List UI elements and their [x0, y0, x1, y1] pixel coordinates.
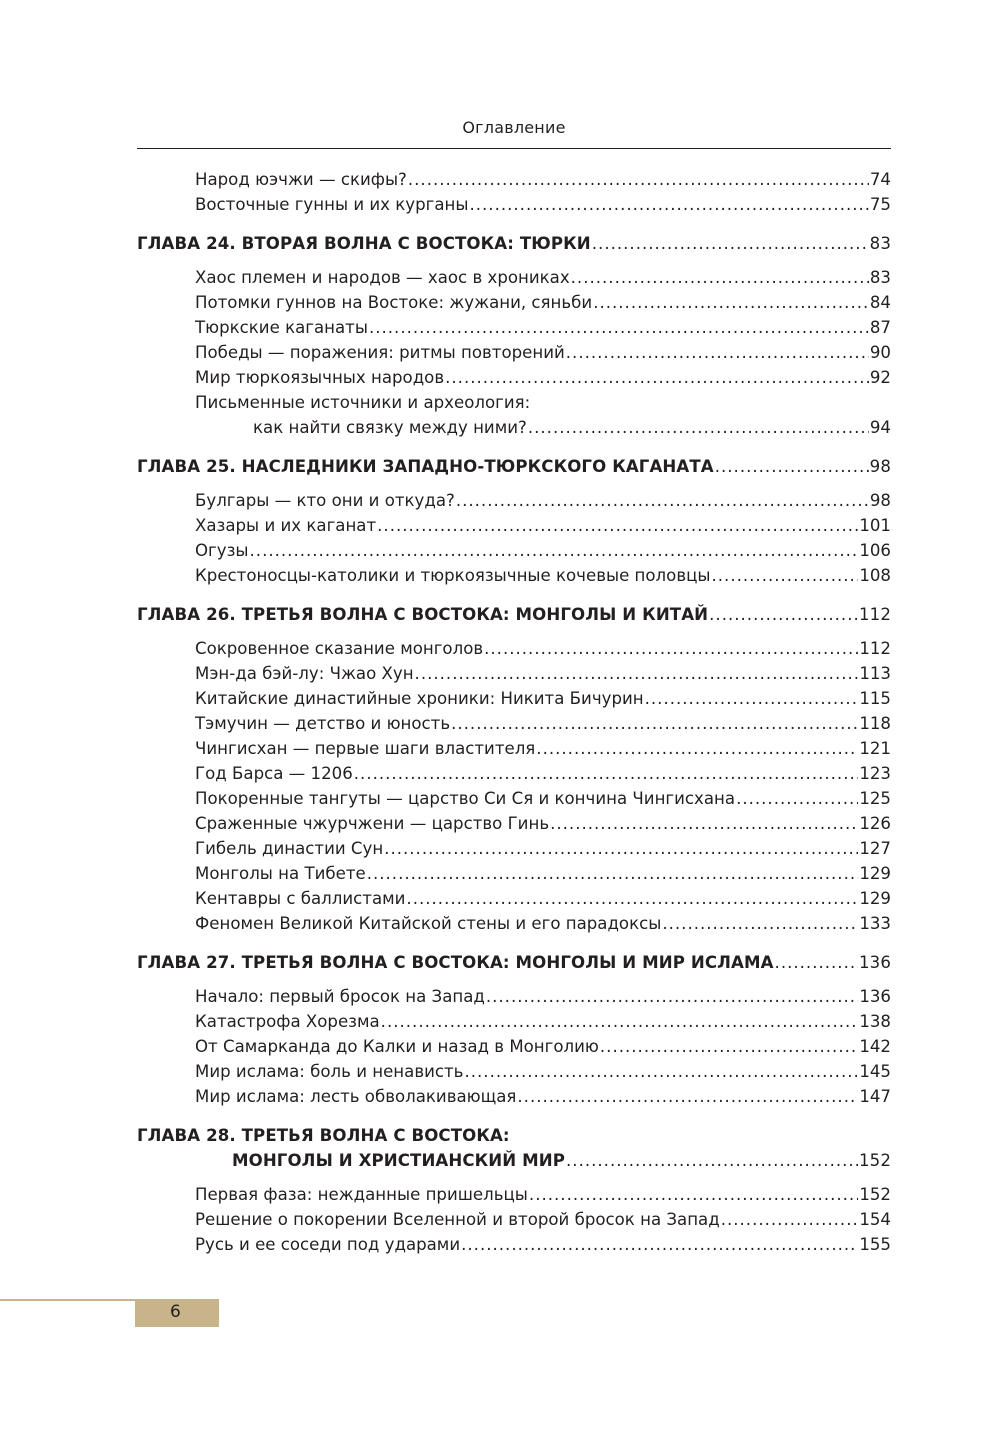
toc-entry-page: 145 — [859, 1062, 891, 1081]
toc-entry[interactable] — [137, 488, 891, 513]
toc-entry[interactable] — [137, 340, 891, 365]
chapter-title: ГЛАВА 24. ВТОРАЯ ВОЛНА С ВОСТОКА: ТЮРКИ — [137, 234, 591, 253]
page-number: 6 — [170, 1302, 181, 1322]
toc-entry-title: Восточные гунны и их курганы — [195, 195, 469, 214]
toc-entry-page: 129 — [859, 889, 891, 908]
toc-entry[interactable] — [137, 167, 891, 192]
dot-leader — [469, 192, 868, 217]
chapter-page: 98 — [869, 457, 891, 476]
toc-entry-page: 118 — [859, 714, 891, 733]
toc-entry-title: Народ юэчжи — скифы? — [195, 170, 407, 189]
toc-entry-page: 101 — [859, 516, 891, 535]
toc-entry-page: 90 — [869, 343, 891, 362]
dot-leader — [354, 761, 859, 786]
toc-entry-page: 75 — [869, 195, 891, 214]
toc-entry-page: 154 — [859, 1210, 891, 1229]
footer-accent-line — [0, 1299, 137, 1301]
toc-entry-page: 136 — [859, 987, 891, 1006]
chapter-title-cont: МОНГОЛЫ И ХРИСТИАНСКИЙ МИР — [232, 1151, 566, 1170]
chapter-title: ГЛАВА 25. НАСЛЕДНИКИ ЗАПАДНО-ТЮРКСКОГО КАГАНАТА — [137, 457, 714, 476]
toc-entry-title: Покоренные тангуты — царство Си Ся и кончина Чингисхана — [195, 789, 736, 808]
chapter-page: 136 — [859, 953, 891, 972]
toc-entry-title-cont: как найти связку между ними? — [253, 418, 527, 437]
toc-entry-page: 113 — [859, 664, 891, 683]
dot-leader — [593, 290, 869, 315]
dot-leader — [517, 1084, 858, 1109]
dot-leader — [369, 315, 869, 340]
toc-entry-title: Крестоносцы-католики и тюркоязычные кочевые половцы — [195, 566, 711, 585]
dot-leader — [250, 538, 859, 563]
chapter-heading-27[interactable] — [137, 950, 891, 975]
chapter-heading-24[interactable] — [137, 231, 891, 256]
toc-entry-page: 127 — [859, 839, 891, 858]
toc-entry-page: 92 — [869, 368, 891, 387]
toc-entry-page: 108 — [859, 566, 891, 585]
toc-entry-title: Русь и ее соседи под ударами — [195, 1235, 461, 1254]
toc-entry-title: Решение о покорении Вселенной и второй бросок на Запад — [195, 1210, 720, 1229]
toc-entry-title: Мэн-да бэй-лу: Чжао Хун — [195, 664, 414, 683]
toc-entry-title: Катастрофа Хорезма — [195, 1012, 380, 1031]
toc-entry-title: Хаос племен и народов — хаос в хрониках — [195, 268, 570, 287]
toc-entry-page: 83 — [869, 268, 891, 287]
toc-entry[interactable] — [137, 265, 891, 290]
running-header: Оглавление — [462, 118, 566, 137]
toc-entry[interactable] — [137, 836, 891, 861]
dot-leader — [408, 167, 869, 192]
toc-entry[interactable] — [137, 1009, 891, 1034]
chapter-heading-26[interactable] — [137, 602, 891, 627]
toc-entry-title: Мир тюркоязычных народов — [195, 368, 445, 387]
chapter-page: 112 — [859, 605, 891, 624]
toc-entry[interactable] — [137, 636, 891, 661]
toc-entry-title: От Самарканда до Калки и назад в Монголию — [195, 1037, 599, 1056]
dot-leader — [484, 636, 858, 661]
toc-entry[interactable] — [137, 661, 891, 686]
dot-leader — [662, 911, 858, 936]
toc-entry-page: 129 — [859, 864, 891, 883]
toc-entry-page: 87 — [869, 318, 891, 337]
toc-entry-page: 115 — [859, 689, 891, 708]
toc-entry-page: 147 — [859, 1087, 891, 1106]
toc-entry-page: 125 — [859, 789, 891, 808]
dot-leader — [712, 563, 859, 588]
dot-leader — [367, 861, 859, 886]
dot-leader — [528, 415, 869, 440]
dot-leader — [715, 454, 869, 479]
toc-entry-title: Феномен Великой Китайской стены и его парадоксы — [195, 914, 662, 933]
dot-leader — [645, 686, 859, 711]
dot-leader — [381, 1009, 859, 1034]
dot-leader — [377, 513, 858, 538]
chapter-heading-28[interactable] — [137, 1123, 891, 1148]
toc-entry[interactable] — [137, 365, 891, 390]
toc-entry-page: 98 — [869, 491, 891, 510]
toc-entry-title: Тэмучин — детство и юность — [195, 714, 451, 733]
dot-leader — [592, 231, 869, 256]
toc-entry[interactable] — [137, 1034, 891, 1059]
dot-leader — [461, 1232, 858, 1257]
toc-entry-title: Мир ислама: боль и ненависть — [195, 1062, 464, 1081]
dot-leader — [536, 736, 858, 761]
toc-entry-title: Огузы — [195, 541, 249, 560]
dot-leader — [571, 265, 869, 290]
toc-entry-page: 152 — [859, 1185, 891, 1204]
toc-entry[interactable] — [137, 861, 891, 886]
toc-entry-page: 155 — [859, 1235, 891, 1254]
toc-entry-page: 142 — [859, 1037, 891, 1056]
toc-entry-page: 123 — [859, 764, 891, 783]
dot-leader — [384, 836, 858, 861]
table-of-contents — [137, 167, 891, 1257]
toc-entry-page: 138 — [859, 1012, 891, 1031]
toc-entry-page: 121 — [859, 739, 891, 758]
toc-entry-title: Потомки гуннов на Востоке: жужани, сяньби — [195, 293, 593, 312]
dot-leader — [456, 488, 869, 513]
toc-entry[interactable] — [137, 1232, 891, 1257]
toc-entry-title: Год Барса — 1206 — [195, 764, 353, 783]
toc-entry[interactable] — [137, 811, 891, 836]
dot-leader — [709, 602, 858, 627]
toc-entry[interactable] — [137, 984, 891, 1009]
toc-entry[interactable] — [137, 686, 891, 711]
toc-entry-page: 84 — [869, 293, 891, 312]
toc-entry[interactable] — [137, 513, 891, 538]
toc-entry-title: Первая фаза: нежданные пришельцы — [195, 1185, 528, 1204]
toc-entry[interactable] — [137, 290, 891, 315]
toc-entry-title: Булгары — кто они и откуда? — [195, 491, 455, 510]
toc-entry-page: 74 — [869, 170, 891, 189]
dot-leader — [736, 786, 858, 811]
dot-leader — [529, 1182, 858, 1207]
dot-leader — [721, 1207, 859, 1232]
dot-leader — [451, 711, 858, 736]
dot-leader — [775, 950, 858, 975]
dot-leader — [566, 1148, 858, 1173]
toc-entry[interactable] — [137, 192, 891, 217]
toc-entry-title: Сокровенное сказание монголов — [195, 639, 484, 658]
toc-entry-page: 94 — [869, 418, 891, 437]
dot-leader — [600, 1034, 858, 1059]
toc-entry-page: 112 — [859, 639, 891, 658]
dot-leader — [566, 340, 869, 365]
chapter-title: ГЛАВА 27. ТРЕТЬЯ ВОЛНА С ВОСТОКА: МОНГОЛЫ И МИР ИСЛАМА — [137, 953, 774, 972]
toc-entry-line1[interactable] — [137, 390, 891, 415]
toc-entry-title: Хазары и их каганат — [195, 516, 377, 535]
dot-leader — [406, 886, 858, 911]
toc-entry-line2[interactable] — [137, 415, 891, 440]
toc-entry-page: 106 — [859, 541, 891, 560]
toc-entry-page: 133 — [859, 914, 891, 933]
header-rule — [137, 148, 891, 149]
chapter-page: 83 — [869, 234, 891, 253]
toc-entry-title: Монголы на Тибете — [195, 864, 366, 883]
chapter-title: ГЛАВА 26. ТРЕТЬЯ ВОЛНА С ВОСТОКА: МОНГОЛЫ И КИТАЙ — [137, 605, 709, 624]
toc-entry[interactable] — [137, 1182, 891, 1207]
toc-entry[interactable] — [137, 538, 891, 563]
chapter-page: 152 — [859, 1151, 891, 1170]
toc-entry[interactable] — [137, 1059, 891, 1084]
chapter-heading-28-cont[interactable] — [137, 1148, 891, 1173]
toc-entry-title: Гибель династии Сун — [195, 839, 384, 858]
toc-entry[interactable] — [137, 736, 891, 761]
toc-entry[interactable] — [137, 886, 891, 911]
toc-entry-title: Победы — поражения: ритмы повторений — [195, 343, 565, 362]
chapter-title: ГЛАВА 28. ТРЕТЬЯ ВОЛНА С ВОСТОКА: — [137, 1126, 510, 1145]
dot-leader — [445, 365, 869, 390]
toc-entry[interactable] — [137, 761, 891, 786]
toc-entry-title: Мир ислама: лесть обволакивающая — [195, 1087, 517, 1106]
chapter-heading-25[interactable] — [137, 454, 891, 479]
toc-entry-title: Письменные источники и археология: — [195, 393, 531, 412]
toc-entry-title: Сраженные чжурчжени — царство Гинь — [195, 814, 550, 833]
toc-entry-title: Начало: первый бросок на Запад — [195, 987, 485, 1006]
toc-entry[interactable] — [137, 786, 891, 811]
toc-entry[interactable] — [137, 563, 891, 588]
toc-entry[interactable] — [137, 1207, 891, 1232]
toc-entry[interactable] — [137, 711, 891, 736]
toc-entry[interactable] — [137, 315, 891, 340]
toc-entry-title: Китайские династийные хроники: Никита Бичурин — [195, 689, 644, 708]
toc-entry-title: Чингисхан — первые шаги властителя — [195, 739, 536, 758]
dot-leader — [550, 811, 858, 836]
dot-leader — [464, 1059, 858, 1084]
dot-leader — [415, 661, 859, 686]
toc-entry-title: Тюркские каганаты — [195, 318, 368, 337]
dot-leader — [486, 984, 858, 1009]
toc-entry[interactable] — [137, 1084, 891, 1109]
toc-entry-page: 126 — [859, 814, 891, 833]
toc-entry[interactable] — [137, 911, 891, 936]
toc-entry-title: Кентавры с баллистами — [195, 889, 406, 908]
